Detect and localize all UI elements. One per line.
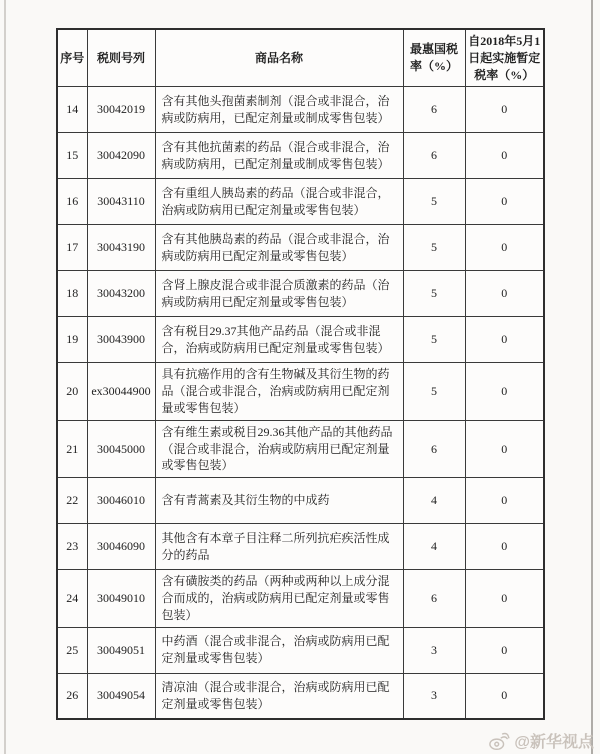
scan-edge-left <box>4 0 6 754</box>
cell-serial-number: 20 <box>57 363 87 420</box>
watermark-handle: @新华视点 <box>514 734 594 751</box>
col-header-provisional-rate: 自2018年5月1日起实施暂定税率（%） <box>465 29 544 87</box>
cell-mfn-rate: 3 <box>403 627 465 673</box>
cell-mfn-rate: 5 <box>403 271 465 317</box>
scan-edge-right <box>591 0 593 754</box>
table-row <box>57 673 544 719</box>
cell-product-name: 含有其他头孢菌素制剂（混合或非混合，治病或防病用，已配定剂量或制成零售包装） <box>155 87 403 133</box>
cell-provisional-rate: 0 <box>465 179 544 225</box>
cell-serial-number: 18 <box>57 271 87 317</box>
table-row <box>57 133 544 179</box>
table-row <box>57 225 544 271</box>
cell-product-name: 具有抗癌作用的含有生物碱及其衍生物的药品（混合或非混合，治病或防病用已配定剂量或零售包装） <box>155 363 403 420</box>
cell-product-name: 含有税目29.37其他产品药品（混合或非混合，治病或防病用已配定剂量或零售包装） <box>155 317 403 363</box>
cell-serial-number: 24 <box>57 570 87 627</box>
table-row <box>57 420 544 477</box>
cell-tariff-code: 30049051 <box>87 627 155 673</box>
cell-serial-number: 26 <box>57 673 87 719</box>
cell-tariff-code: ex30044900 <box>87 363 155 420</box>
table-row <box>57 570 544 627</box>
cell-product-name: 清凉油（混合或非混合，治病或防病用已配定剂量或零售包装） <box>155 673 403 719</box>
cell-provisional-rate: 0 <box>465 627 544 673</box>
cell-mfn-rate: 6 <box>403 570 465 627</box>
cell-serial-number: 21 <box>57 420 87 477</box>
cell-tariff-code: 30046010 <box>87 478 155 524</box>
cell-product-name: 含有其他胰岛素的药品（混合或非混合，治病或防病用已配定剂量或零售包装） <box>155 225 403 271</box>
cell-provisional-rate: 0 <box>465 87 544 133</box>
cell-provisional-rate: 0 <box>465 225 544 271</box>
cell-serial-number: 17 <box>57 225 87 271</box>
table-row <box>57 271 544 317</box>
cell-tariff-code: 30043900 <box>87 317 155 363</box>
cell-provisional-rate: 0 <box>465 524 544 570</box>
cell-serial-number: 14 <box>57 87 87 133</box>
cell-tariff-code: 30049010 <box>87 570 155 627</box>
cell-provisional-rate: 0 <box>465 478 544 524</box>
watermark <box>488 729 594 752</box>
cell-mfn-rate: 5 <box>403 363 465 420</box>
col-header-mfn-rate: 最惠国税率（%） <box>403 29 465 87</box>
cell-tariff-code: 30045000 <box>87 420 155 477</box>
cell-serial-number: 25 <box>57 627 87 673</box>
table-row <box>57 179 544 225</box>
cell-serial-number: 19 <box>57 317 87 363</box>
cell-product-name: 其他含有本章子目注释二所列抗疟疾活性成分的药品 <box>155 524 403 570</box>
cell-mfn-rate: 5 <box>403 317 465 363</box>
cell-provisional-rate: 0 <box>465 363 544 420</box>
cell-provisional-rate: 0 <box>465 133 544 179</box>
cell-tariff-code: 30049054 <box>87 673 155 719</box>
cell-product-name: 含有维生素或税目29.36其他产品的其他药品（混合或非混合，治病或防病用已配定剂量或零售包装） <box>155 420 403 477</box>
table-row <box>57 363 544 420</box>
cell-product-name: 含有重组人胰岛素的药品（混合或非混合，治病或防病用已配定剂量或零售包装） <box>155 179 403 225</box>
cell-provisional-rate: 0 <box>465 673 544 719</box>
cell-serial-number: 22 <box>57 478 87 524</box>
table-row <box>57 87 544 133</box>
col-header-product-name: 商品名称 <box>155 29 403 87</box>
cell-mfn-rate: 6 <box>403 87 465 133</box>
cell-tariff-code: 30043200 <box>87 271 155 317</box>
cell-product-name: 含肾上腺皮混合或非混合质激素的药品（治病或防病用已配定剂量或零售包装） <box>155 271 403 317</box>
tariff-table <box>56 28 545 720</box>
cell-mfn-rate: 4 <box>403 524 465 570</box>
cell-product-name: 含有磺胺类的药品（两种或两种以上成分混合而成的，治病或防病用已配定剂量或零售包装） <box>155 570 403 627</box>
cell-serial-number: 23 <box>57 524 87 570</box>
cell-mfn-rate: 5 <box>403 179 465 225</box>
cell-mfn-rate: 5 <box>403 225 465 271</box>
table-header-row <box>57 29 544 87</box>
cell-provisional-rate: 0 <box>465 271 544 317</box>
table-row <box>57 627 544 673</box>
cell-product-name: 含有其他抗菌素的药品（混合或非混合，治病或防病用，已配定剂量或制成零售包装） <box>155 133 403 179</box>
cell-mfn-rate: 3 <box>403 673 465 719</box>
cell-mfn-rate: 4 <box>403 478 465 524</box>
table-row <box>57 317 544 363</box>
cell-tariff-code: 30046090 <box>87 524 155 570</box>
cell-tariff-code: 30042090 <box>87 133 155 179</box>
col-header-serial-number: 序号 <box>57 29 87 87</box>
cell-tariff-code: 30042019 <box>87 87 155 133</box>
cell-product-name: 中药酒（混合或非混合，治病或防病用已配定剂量或零售包装） <box>155 627 403 673</box>
table-row <box>57 478 544 524</box>
cell-product-name: 含有青蒿素及其衍生物的中成药 <box>155 478 403 524</box>
cell-tariff-code: 30043110 <box>87 179 155 225</box>
cell-tariff-code: 30043190 <box>87 225 155 271</box>
cell-provisional-rate: 0 <box>465 420 544 477</box>
cell-mfn-rate: 6 <box>403 420 465 477</box>
cell-serial-number: 16 <box>57 179 87 225</box>
cell-provisional-rate: 0 <box>465 317 544 363</box>
table-row <box>57 524 544 570</box>
weibo-icon <box>488 731 510 751</box>
col-header-tariff-code: 税则号列 <box>87 29 155 87</box>
cell-mfn-rate: 6 <box>403 133 465 179</box>
cell-serial-number: 15 <box>57 133 87 179</box>
cell-provisional-rate: 0 <box>465 570 544 627</box>
